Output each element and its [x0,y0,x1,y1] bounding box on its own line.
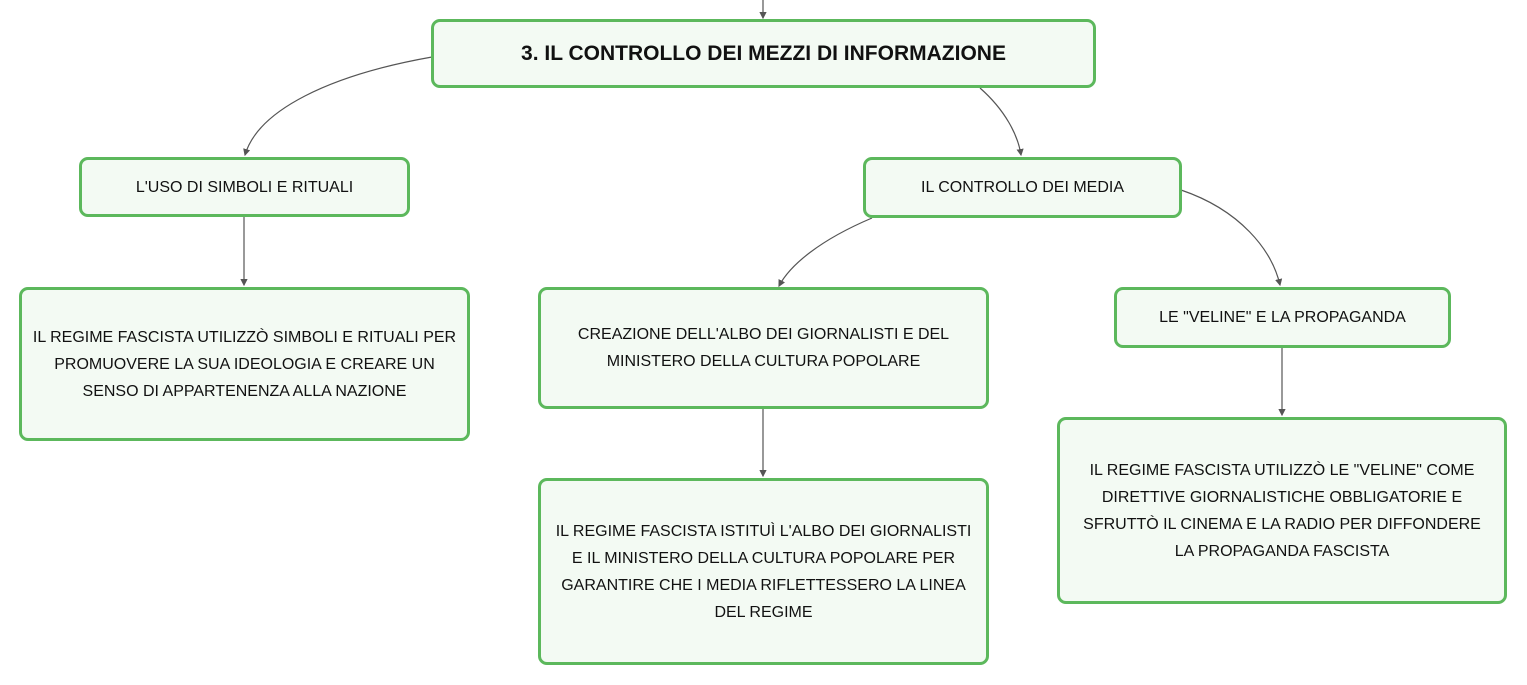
connector-root-to-simboli [245,57,432,155]
node-veline-propaganda-label: LE "VELINE" E LA PROPAGANDA [1159,309,1406,326]
connector-media-to-albo [779,218,872,286]
node-veline-detail-label: IL REGIME FASCISTA UTILIZZÒ LE "VELINE" COME DIRETTIVE GIORNALISTICHE OBBLIGATORIE E SFRUTTÒ IL CINEMA E LA RADIO PER DIFFONDERE LA PROPAGANDA FASCISTA [1083,461,1481,560]
connector-root-to-media [980,88,1021,155]
node-controllo-media-label: IL CONTROLLO DEI MEDIA [921,179,1124,196]
node-controllo-media[interactable] [863,157,1182,218]
node-simboli-rituali-label: L'USO DI SIMBOLI E RITUALI [135,178,354,196]
node-albo-ministero[interactable] [538,287,989,409]
node-simboli-rituali[interactable] [79,157,410,217]
node-simboli-detail[interactable] [19,287,470,441]
node-albo-ministero-label: CREAZIONE DELL'ALBO DEI GIORNALISTI E DEL MINISTERO DELLA CULTURA POPOLARE [577,326,950,370]
node-albo-detail-label: IL REGIME FASCISTA ISTITUÌ L'ALBO DEI GIORNALISTI E IL MINISTERO DELLA CULTURA POPOLARE PER GARANTIRE CHE I MEDIA RIFLETTESSERO LA LINEA DEL REGIME [555,522,972,621]
node-albo-detail[interactable] [538,478,989,665]
node-simboli-detail-label: IL REGIME FASCISTA UTILIZZÒ SIMBOLI E RITUALI PER PROMUOVERE LA SUA IDEOLOGIA E CREARE UN SENSO DI APPARTENENZA ALLA NAZIONE [32,328,457,400]
node-veline-propaganda[interactable] [1114,287,1451,348]
root-node-label: 3. IL CONTROLLO DEI MEZZI DI INFORMAZIONE [521,42,1006,65]
node-veline-detail[interactable] [1057,417,1507,604]
root-node[interactable] [431,19,1096,88]
connector-media-to-veline [1181,190,1280,285]
